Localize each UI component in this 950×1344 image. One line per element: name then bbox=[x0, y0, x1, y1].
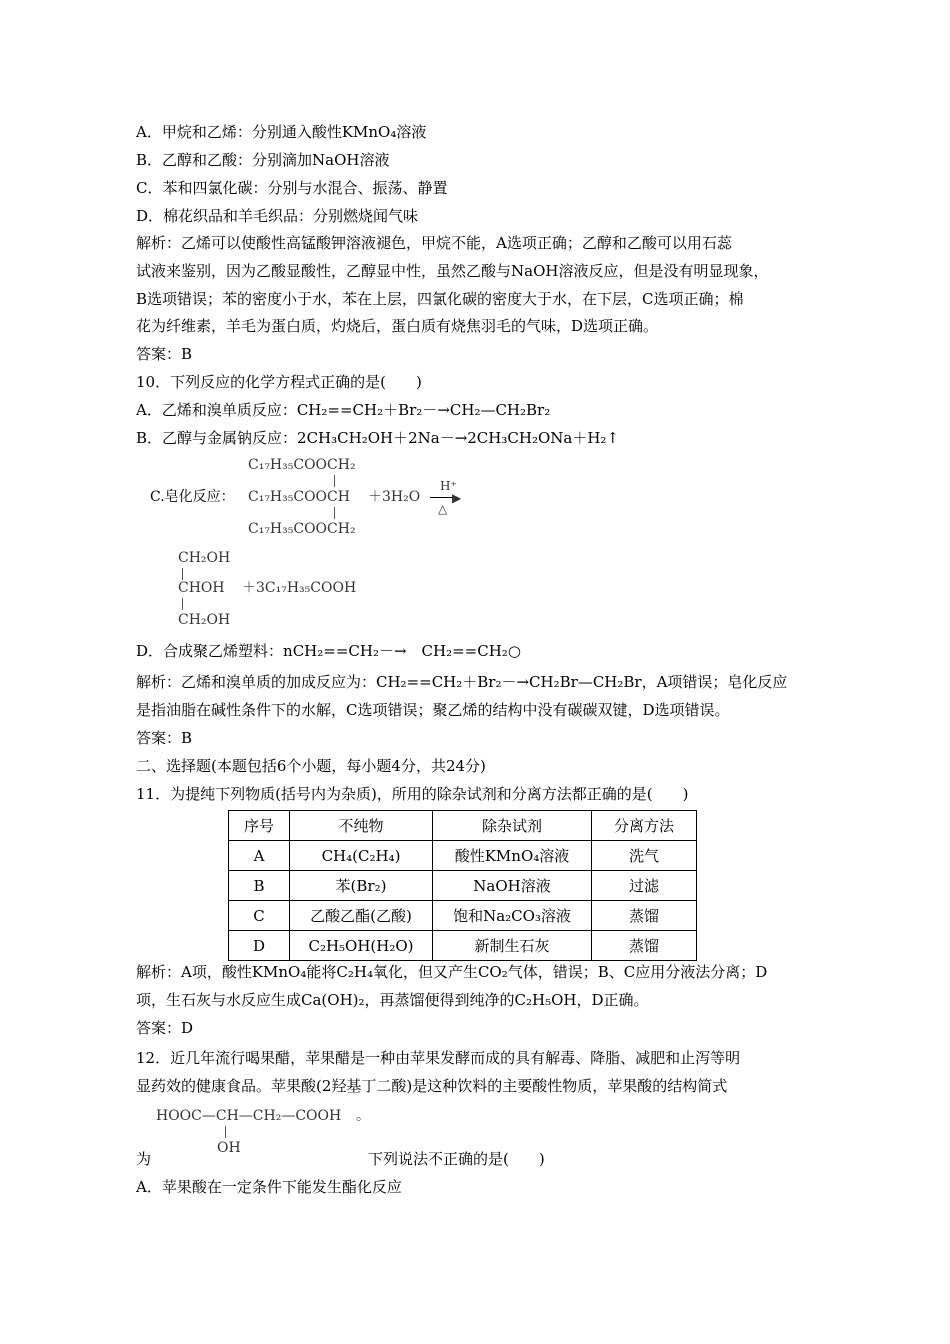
q11-analysis-line: 解析：A项，酸性KMnO₄能将C₂H₄氧化，但又产生CO₂气体，错误；B、C应用分液法分离；D bbox=[136, 963, 768, 981]
q10-option-d: D．合成聚乙烯塑料：nCH₂==CH₂－→ CH₂==CH₂○ bbox=[136, 642, 521, 660]
bond-line bbox=[182, 598, 183, 610]
q9-option-a: A．甲烷和乙烯：分别通入酸性KMnO₄溶液 bbox=[136, 123, 427, 141]
table-header: 序号 bbox=[229, 811, 290, 841]
table-cell: C₂H₅OH(H₂O) bbox=[290, 931, 433, 961]
table-cell: B bbox=[229, 871, 290, 901]
arrow-head-icon: ▶ bbox=[452, 491, 462, 505]
q11-answer: 答案：D bbox=[136, 1019, 194, 1037]
q9-analysis-line: 解析：乙烯可以使酸性高锰酸钾溶液褪色，甲烷不能，A选项正确；乙醇和乙酸可以用石蕊 bbox=[136, 234, 732, 252]
q10-option-c-label: C.皂化反应： bbox=[150, 489, 235, 505]
table-cell: C bbox=[229, 901, 290, 931]
glycerol-row-2: CHOH bbox=[178, 580, 225, 596]
table-header: 分离方法 bbox=[592, 811, 697, 841]
section-heading: 二、选择题(本题包括6个小题，每小题4分，共24分) bbox=[136, 757, 486, 775]
table-cell: 饱和Na₂CO₃溶液 bbox=[433, 901, 592, 931]
triglyceride-row-2: C₁₇H₃₅COOCH bbox=[248, 489, 350, 505]
malic-acid-structure: HOOC—CH—CH₂—COOH bbox=[156, 1108, 342, 1124]
structure-period: 。 bbox=[356, 1108, 370, 1124]
hydroxyl-group: OH bbox=[217, 1140, 241, 1156]
q9-option-d: D．棉花织品和羊毛织品：分别燃烧闻气味 bbox=[136, 207, 419, 225]
bond-line bbox=[334, 507, 335, 519]
table-cell: 酸性KMnO₄溶液 bbox=[433, 841, 592, 871]
table-header-row bbox=[229, 811, 697, 841]
q12-line-prefix: 为 bbox=[136, 1150, 152, 1168]
table-header: 不纯物 bbox=[290, 811, 433, 841]
table-cell: NaOH溶液 bbox=[433, 871, 592, 901]
q9-analysis-line: 试液来鉴别，因为乙酸显酸性，乙醇显中性，虽然乙酸与NaOH溶液反应，但是没有明显现象， bbox=[136, 262, 769, 280]
q10-answer: 答案：B bbox=[136, 729, 193, 747]
table-row bbox=[229, 871, 697, 901]
q11-analysis-line: 项，生石灰与水反应生成Ca(OH)₂，再蒸馏便得到纯净的C₂H₅OH，D正确。 bbox=[136, 991, 649, 1009]
table-cell: 新制生石灰 bbox=[433, 931, 592, 961]
q9-analysis-line: B选项错误；苯的密度小于水，苯在上层，四氯化碳的密度大于水，在下层，C选项正确；棉 bbox=[136, 290, 744, 308]
table-cell: 苯(Br₂) bbox=[290, 871, 433, 901]
table-cell: D bbox=[229, 931, 290, 961]
q10-analysis-line: 是指油脂在碱性条件下的水解，C选项错误；聚乙烯的结构中没有碳碳双键，D选项错误。 bbox=[136, 701, 730, 719]
triglyceride-row-3: C₁₇H₃₅COOCH₂ bbox=[248, 521, 356, 537]
table-cell: 洗气 bbox=[592, 841, 697, 871]
q10-option-b: B．乙醇与金属钠反应：2CH₃CH₂OH＋2Na－→2CH₃CH₂ONa＋H₂↑ bbox=[136, 429, 619, 447]
q9-option-c: C．苯和四氯化碳：分别与水混合、振荡、静置 bbox=[136, 179, 448, 197]
table-cell: A bbox=[229, 841, 290, 871]
table-header: 除杂试剂 bbox=[433, 811, 592, 841]
q9-analysis-line: 花为纤维素，羊毛为蛋白质，灼烧后，蛋白质有烧焦羽毛的气味，D选项正确。 bbox=[136, 317, 659, 335]
q11-table bbox=[228, 810, 697, 961]
water-reagent: ＋3H₂O bbox=[368, 489, 421, 505]
q12-question: 下列说法不正确的是( ) bbox=[368, 1150, 545, 1168]
table-cell: 过滤 bbox=[592, 871, 697, 901]
q10-analysis-line: 解析：乙烯和溴单质的加成反应为：CH₂==CH₂＋Br₂－→CH₂Br—CH₂Br，A项错误；皂化反应 bbox=[136, 673, 788, 691]
q10-stem: 10．下列反应的化学方程式正确的是( ) bbox=[136, 373, 422, 391]
q11-stem: 11．为提纯下列物质(括号内为杂质)，所用的除杂试剂和分离方法都正确的是( ) bbox=[136, 785, 689, 803]
glycerol-row-1: CH₂OH bbox=[178, 550, 231, 566]
q10-option-a: A．乙烯和溴单质反应：CH₂==CH₂＋Br₂－→CH₂—CH₂Br₂ bbox=[136, 401, 551, 419]
q12-option-a: A．苹果酸在一定条件下能发生酯化反应 bbox=[136, 1178, 402, 1196]
q12-stem-line: 12．近几年流行喝果醋，苹果醋是一种由苹果发酵而成的具有解毒、降脂、减肥和止泻等明 bbox=[136, 1049, 741, 1067]
table-row bbox=[229, 841, 697, 871]
bond-line bbox=[225, 1126, 226, 1138]
q12-stem-line: 显药效的健康食品。苹果酸(2羟基丁二酸)是这种饮料的主要酸性物质，苹果酸的结构简式 bbox=[136, 1077, 728, 1095]
table-cell: 蒸馏 bbox=[592, 931, 697, 961]
q9-answer: 答案：B bbox=[136, 345, 193, 363]
q9-option-b: B．乙醇和乙酸：分别滴加NaOH溶液 bbox=[136, 151, 390, 169]
catalyst-h-plus: H⁺ bbox=[440, 479, 457, 493]
table-cell: CH₄(C₂H₄) bbox=[290, 841, 433, 871]
bond-line bbox=[334, 475, 335, 487]
triglyceride-row-1: C₁₇H₃₅COOCH₂ bbox=[248, 457, 356, 473]
stearic-acid-product: ＋3C₁₇H₃₅COOH bbox=[242, 580, 357, 596]
glycerol-row-3: CH₂OH bbox=[178, 612, 231, 628]
table-cell: 乙酸乙酯(乙酸) bbox=[290, 901, 433, 931]
heat-condition: △ bbox=[438, 502, 448, 516]
table-row bbox=[229, 901, 697, 931]
table-cell: 蒸馏 bbox=[592, 901, 697, 931]
table-row bbox=[229, 931, 697, 961]
